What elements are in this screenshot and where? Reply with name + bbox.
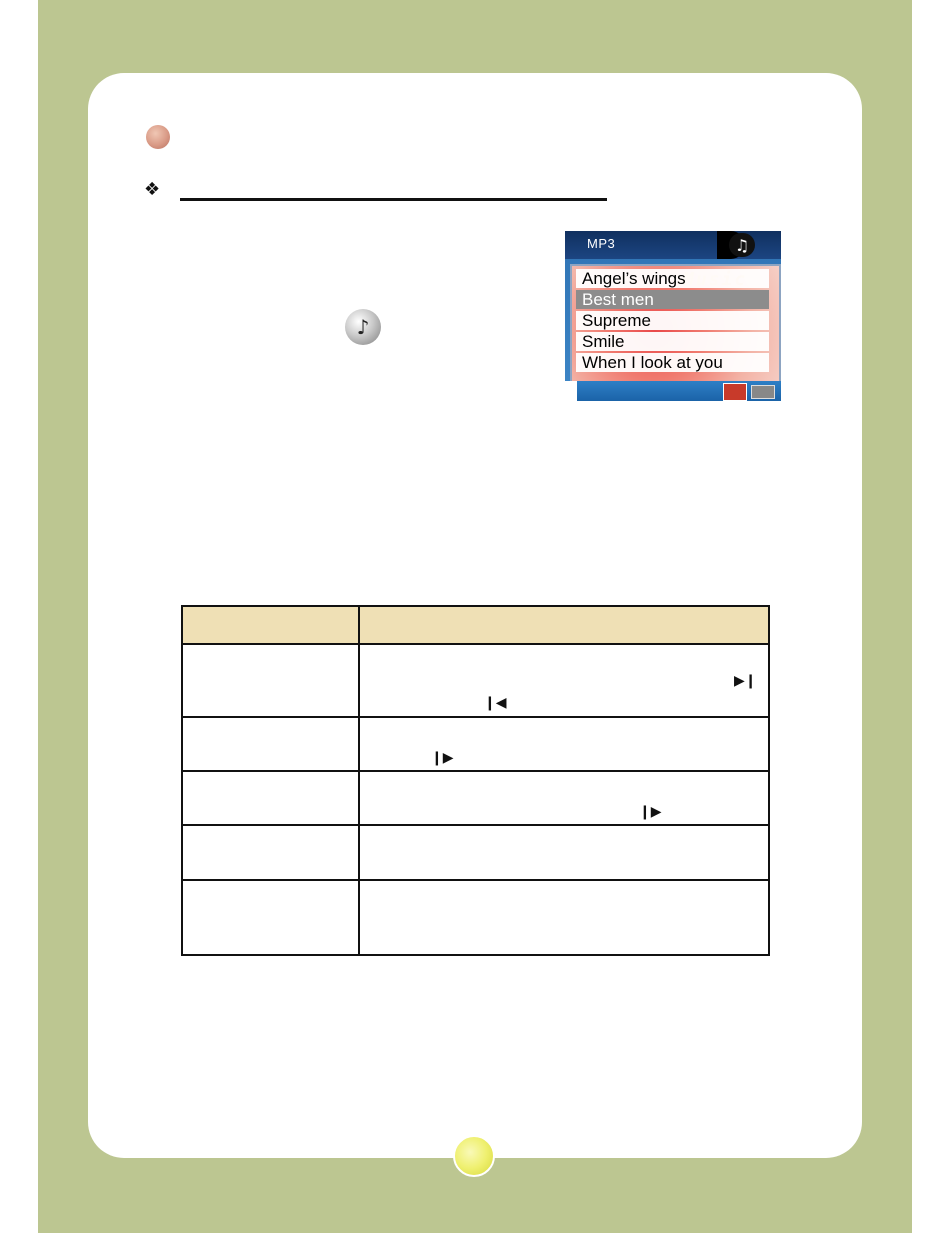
device-title: MP3 xyxy=(587,236,616,251)
memory-card-icon xyxy=(723,383,747,401)
page-number-badge xyxy=(453,1135,495,1177)
diamond-bullet-icon: ❖ xyxy=(144,179,161,200)
table-column-divider xyxy=(358,607,360,954)
heading-underline xyxy=(180,198,607,201)
table-row xyxy=(183,645,768,718)
music-disc-icon: ♪ xyxy=(345,309,381,345)
status-bar-edge xyxy=(565,381,577,401)
battery-icon xyxy=(751,385,775,399)
table-row xyxy=(183,772,768,826)
previous-track-icon: ❙◀ xyxy=(484,695,507,711)
section-bullet-icon xyxy=(146,125,170,149)
song-item[interactable]: Supreme xyxy=(576,311,769,330)
song-item-selected[interactable]: Best men xyxy=(576,290,769,309)
music-note-icon: ♫ xyxy=(729,233,755,257)
song-item[interactable]: Angel’s wings xyxy=(576,269,769,288)
table-row xyxy=(183,826,768,881)
song-item[interactable]: Smile xyxy=(576,332,769,351)
controls-table xyxy=(181,605,770,956)
device-status-bar xyxy=(565,381,781,401)
play-pause-icon: ❙▶ xyxy=(431,750,454,766)
table-row xyxy=(183,718,768,772)
table-header-row xyxy=(183,607,768,645)
play-pause-icon: ❙▶ xyxy=(639,804,662,820)
table-row xyxy=(183,881,768,954)
next-track-icon: ▶❙ xyxy=(734,673,757,689)
song-item[interactable]: When I look at you xyxy=(576,353,769,372)
device-screenshot xyxy=(565,231,781,401)
